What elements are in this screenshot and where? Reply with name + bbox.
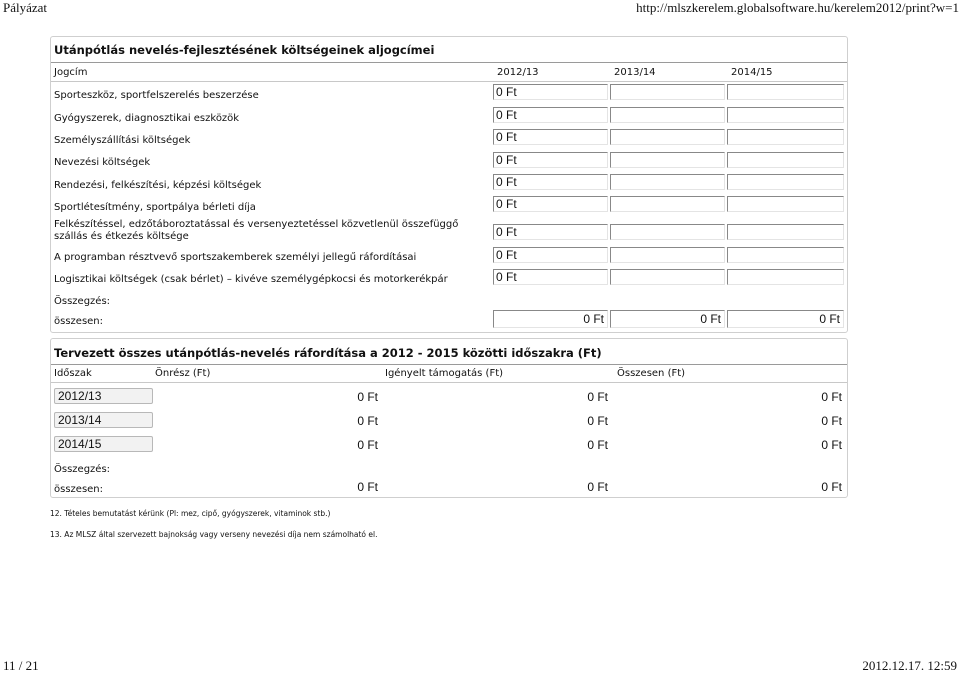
cost-input-2012-13[interactable]: 0 Ft xyxy=(493,196,608,212)
col-year-1: 2012/13 xyxy=(497,67,539,78)
divider xyxy=(51,364,847,365)
onresz-value: 0 Ft xyxy=(357,438,378,452)
period-2014-15: 2014/15 xyxy=(54,436,153,452)
col-idoszak: Időszak xyxy=(54,368,92,379)
print-timestamp: 2012.12.17. 12:59 xyxy=(862,658,957,673)
total-onresz: 0 Ft xyxy=(357,480,378,494)
cost-row-label: Felkészítéssel, edzőtáboroztatással és versenyeztetéssel közvetlenül összefüggő szállás és étkezés költsége xyxy=(54,219,459,242)
costs-title: Utánpótlás nevelés-fejlesztésének költségeinek aljogcímei xyxy=(54,43,435,57)
igenyelt-value: 0 Ft xyxy=(587,438,608,452)
col-onresz: Önrész (Ft) xyxy=(155,368,211,379)
cost-input-2012-13[interactable]: 0 Ft xyxy=(493,269,608,285)
summary-label: Összegzés: xyxy=(54,464,111,475)
divider xyxy=(51,382,847,383)
cost-input-2014-15[interactable] xyxy=(727,269,844,285)
total-label: összesen: xyxy=(54,316,104,327)
cost-input-2012-13[interactable]: 0 Ft xyxy=(493,84,608,100)
planned-panel xyxy=(50,338,848,498)
cost-row-label: Személyszállítási költségek xyxy=(54,135,191,146)
cost-input-2012-13[interactable]: 0 Ft xyxy=(493,152,608,168)
col-year-3: 2014/15 xyxy=(731,67,773,78)
planned-title: Tervezett összes utánpótlás-nevelés ráfordítása a 2012 - 2015 közötti időszakra (Ft) xyxy=(54,346,602,360)
cost-input-2014-15[interactable] xyxy=(727,224,844,240)
osszesen-value: 0 Ft xyxy=(821,438,842,452)
cost-input-2013-14[interactable] xyxy=(610,224,725,240)
cost-input-2014-15[interactable] xyxy=(727,174,844,190)
page-header-url: http://mlszkerelem.globalsoftware.hu/kerelem2012/print?w=1 xyxy=(636,0,959,15)
cost-input-2014-15[interactable] xyxy=(727,152,844,168)
col-osszesen: Összesen (Ft) xyxy=(617,368,686,379)
cost-row-label: Nevezési költségek xyxy=(54,157,151,168)
col-igenyelt: Igényelt támogatás (Ft) xyxy=(385,368,504,379)
period-2012-13: 2012/13 xyxy=(54,388,153,404)
cost-row-label: Sporteszköz, sportfelszerelés beszerzése xyxy=(54,90,259,101)
total-2014-15: 0 Ft xyxy=(727,310,844,328)
cost-input-2012-13[interactable]: 0 Ft xyxy=(493,129,608,145)
divider xyxy=(51,62,847,63)
cost-input-2013-14[interactable] xyxy=(610,84,725,100)
osszesen-value: 0 Ft xyxy=(821,414,842,428)
cost-input-2014-15[interactable] xyxy=(727,107,844,123)
cost-row-label: Gyógyszerek, diagnosztikai eszközök xyxy=(54,113,240,124)
cost-row-label: A programban résztvevő sportszakemberek személyi jellegű ráfordításai xyxy=(54,252,417,263)
page-number: 11 / 21 xyxy=(3,658,39,673)
footnote: 13. Az MLSZ által szervezett bajnokság vagy verseny nevezési díja nem számolható el. xyxy=(50,530,378,539)
total-2013-14: 0 Ft xyxy=(610,310,725,328)
igenyelt-value: 0 Ft xyxy=(587,414,608,428)
col-jogcim: Jogcím xyxy=(54,67,88,78)
cost-input-2013-14[interactable] xyxy=(610,247,725,263)
cost-input-2014-15[interactable] xyxy=(727,84,844,100)
cost-input-2012-13[interactable]: 0 Ft xyxy=(493,247,608,263)
onresz-value: 0 Ft xyxy=(357,414,378,428)
divider xyxy=(51,81,847,82)
cost-input-2012-13[interactable]: 0 Ft xyxy=(493,224,608,240)
total-label: összesen: xyxy=(54,484,104,495)
footnote: 12. Tételes bemutatást kérünk (Pl: mez, cipő, gyógyszerek, vitaminok stb.) xyxy=(50,509,331,518)
col-year-2: 2013/14 xyxy=(614,67,656,78)
cost-input-2013-14[interactable] xyxy=(610,269,725,285)
cost-input-2013-14[interactable] xyxy=(610,196,725,212)
igenyelt-value: 0 Ft xyxy=(587,390,608,404)
cost-input-2014-15[interactable] xyxy=(727,129,844,145)
period-2013-14: 2013/14 xyxy=(54,412,153,428)
cost-input-2013-14[interactable] xyxy=(610,107,725,123)
cost-row-label: Logisztikai költségek (csak bérlet) – kivéve személygépkocsi és motorkerékpár xyxy=(54,274,448,285)
cost-input-2013-14[interactable] xyxy=(610,174,725,190)
onresz-value: 0 Ft xyxy=(357,390,378,404)
cost-input-2013-14[interactable] xyxy=(610,152,725,168)
total-igenyelt: 0 Ft xyxy=(587,480,608,494)
total-osszesen: 0 Ft xyxy=(821,480,842,494)
page-header-left: Pályázat xyxy=(3,0,48,15)
cost-input-2012-13[interactable]: 0 Ft xyxy=(493,174,608,190)
cost-input-2014-15[interactable] xyxy=(727,196,844,212)
cost-row-label: Sportlétesítmény, sportpálya bérleti díja xyxy=(54,202,256,213)
cost-row-label: Rendezési, felkészítési, képzési költségek xyxy=(54,180,262,191)
cost-input-2012-13[interactable]: 0 Ft xyxy=(493,107,608,123)
total-2012-13: 0 Ft xyxy=(493,310,608,328)
cost-input-2014-15[interactable] xyxy=(727,247,844,263)
summary-label: Összegzés: xyxy=(54,296,111,307)
cost-input-2013-14[interactable] xyxy=(610,129,725,145)
osszesen-value: 0 Ft xyxy=(821,390,842,404)
costs-panel xyxy=(50,36,848,333)
